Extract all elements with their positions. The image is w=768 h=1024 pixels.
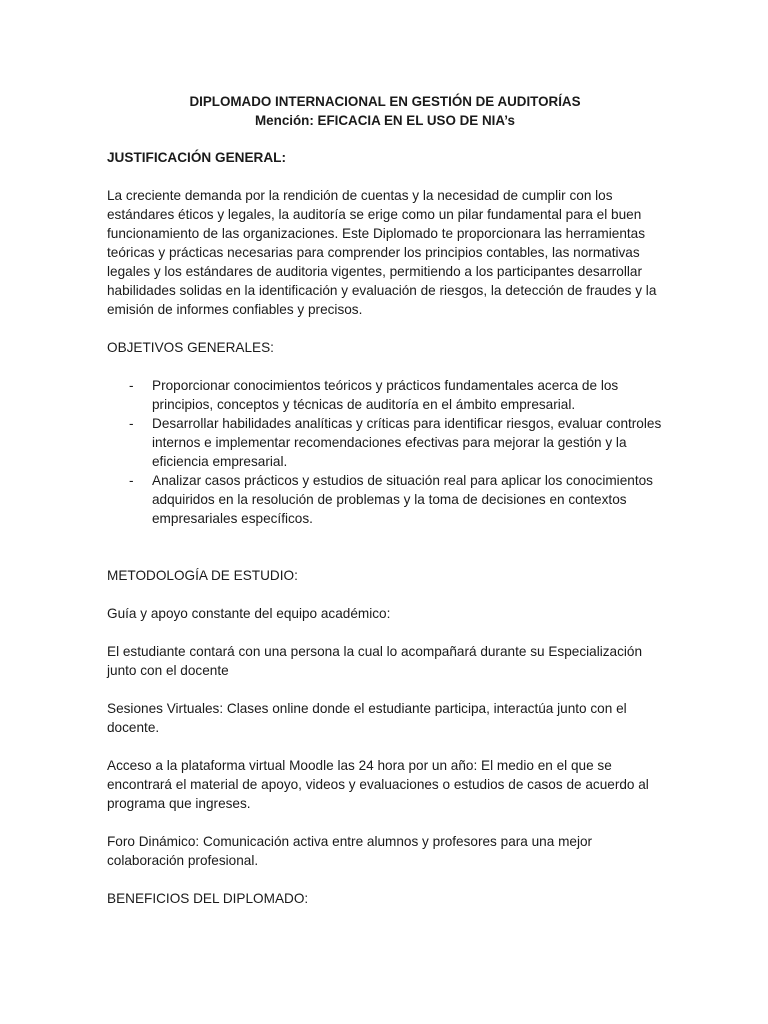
objective-item [107, 376, 663, 414]
objective-text: Proporcionar conocimientos teóricos y prácticos fundamentales acerca de los principios, conceptos y técnicas de auditoría en el ámbito empresarial. [152, 378, 619, 412]
bullet-dash: - [129, 416, 134, 431]
objective-item [107, 471, 663, 528]
methodology-paragraph: Acceso a la plataforma virtual Moodle las 24 hora por un año: El medio en el que se encontrará el material de apoyo, videos y evaluaciones o estudios de casos de acuerdo al programa que ingreses. [107, 758, 649, 811]
benefits-heading: BENEFICIOS DEL DIPLOMADO: [107, 891, 309, 906]
methodology-paragraph: Foro Dinámico: Comunicación activa entre alumnos y profesores para una mejor colaboración profesional. [107, 834, 593, 868]
objective-text: Analizar casos prácticos y estudios de situación real para aplicar los conocimientos adquiridos en la resolución de problemas y la toma de decisiones en contextos empresariales específicos. [152, 473, 653, 526]
document-content [107, 92, 663, 927]
objectives-heading: OBJETIVOS GENERALES: [107, 340, 274, 355]
justification-heading: JUSTIFICACIÓN GENERAL: [107, 150, 286, 165]
objective-text: Desarrollar habilidades analíticas y críticas para identificar riesgos, evaluar controles internos e implementar recomendaciones efectivas para mejorar la gestión y la eficiencia empresarial. [152, 416, 662, 469]
justification-text: La creciente demanda por la rendición de cuentas y la necesidad de cumplir con los estándares éticos y legales, la auditoría se erige como un pilar fundamental para el buen funcionamiento de las organizaciones. Este Diplomado te proporcionara las herramientas teóricas y prácticas necesarias para comprender los principios contables, las normativas legales y los estándares de auditoria vigentes, permitiendo a los participantes desarrollar habilidades solidas en la identificación y evaluación de riesgos, la detección de fraudes y la emisión de informes confiables y precisos. [107, 188, 657, 317]
objective-item [107, 414, 663, 471]
methodology-paragraph: El estudiante contará con una persona la cual lo acompañará durante su Especialización junto con el docente [107, 644, 643, 678]
bullet-dash: - [129, 378, 134, 393]
methodology-paragraph: Guía y apoyo constante del equipo académico: [107, 606, 391, 621]
document-title: DIPLOMADO INTERNACIONAL EN GESTIÓN DE AUDITORÍAS [189, 94, 581, 109]
document-subtitle: Mención: EFICACIA EN EL USO DE NIA’s [255, 113, 515, 128]
methodology-paragraph: Sesiones Virtuales: Clases online donde el estudiante participa, interactúa junto con el docente. [107, 701, 627, 735]
bullet-dash: - [129, 473, 134, 488]
methodology-heading: METODOLOGÍA DE ESTUDIO: [107, 568, 298, 583]
objectives-list [107, 376, 663, 528]
